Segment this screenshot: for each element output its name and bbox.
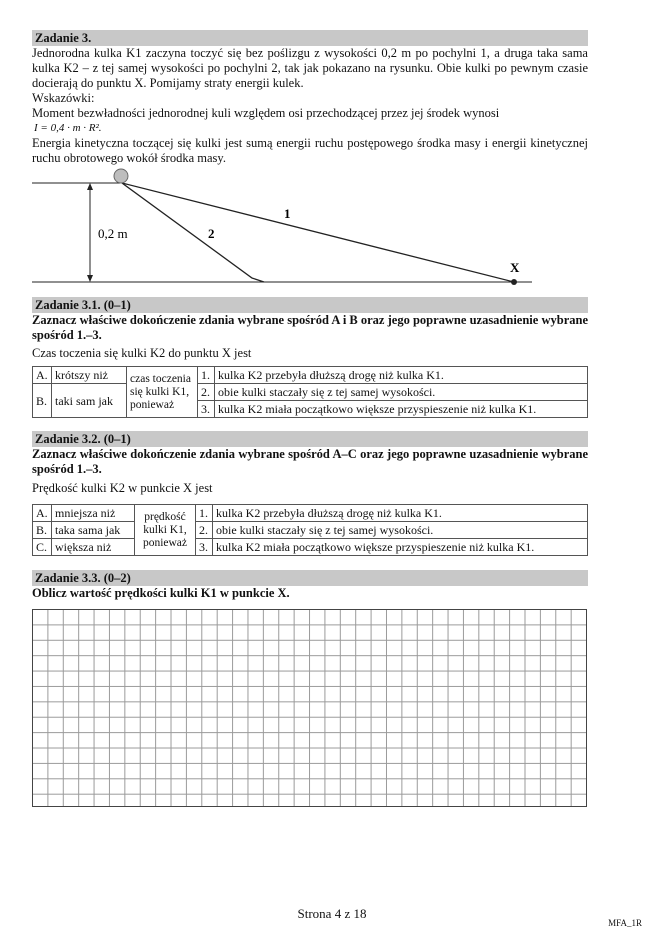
hints-label: Wskazówki: [32, 91, 95, 105]
reason-1-text[interactable]: kulka K2 przebyła dłuższą drogę niż kulka K1. [215, 367, 588, 384]
option-a-key[interactable]: A. [33, 367, 52, 384]
reason-3-key[interactable]: 3. [196, 539, 213, 556]
reason-2-key[interactable]: 2. [198, 384, 215, 401]
reason-1-text[interactable]: kulka K2 przebyła dłuższą drogę niż kulka K1. [213, 505, 588, 522]
hint-2: Energia kinetyczna toczącej się kulki jest sumą energii ruchu postępowego środka masy i energii kinetycznej ruchu obrotowego wokół środka masy. [32, 136, 588, 165]
reason-3-text[interactable]: kulka K2 miała początkowo większe przyspieszenie niż kulka K1. [213, 539, 588, 556]
point-x-label: X [510, 260, 520, 275]
ramps-figure [32, 166, 588, 298]
exam-code: MFA_1R [608, 918, 642, 928]
task-3-2-stem: Prędkość kulki K2 w punkcie X jest [32, 481, 213, 495]
task-3-3-instruction: Oblicz wartość prędkości kulki K1 w punkcie X. [32, 586, 290, 600]
option-b-text[interactable]: taki sam jak [52, 384, 127, 418]
ramp-1 [122, 183, 514, 282]
page-number: Strona 4 z 18 [297, 906, 367, 921]
reason-3-key[interactable]: 3. [198, 401, 215, 418]
ramp-2 [122, 183, 264, 282]
middle-text: prędkość kulki K1, ponieważ [135, 505, 196, 556]
inertia-formula: I = 0,4 · m · R². [34, 122, 102, 134]
ball-k1 [114, 169, 128, 183]
option-b-key[interactable]: B. [33, 522, 52, 539]
task-3-1-stem: Czas toczenia się kulki K2 do punktu X jest [32, 346, 252, 360]
ramp-1-label: 1 [284, 206, 291, 221]
middle-text: czas toczenia się kulki K1, ponieważ [127, 367, 198, 418]
task-3-1-header: Zadanie 3.1. (0–1) [32, 297, 588, 313]
arrow-head-top [87, 183, 93, 190]
task-3-intro: Jednorodna kulka K1 zaczyna toczyć się bez poślizgu z wysokości 0,2 m po pochylni 1, a druga taka sama kulka K2 – z tej samej wysokości po pochylni 2, tak jak pokazano na rysunku. Obie kulki po pewnym czasie docierają do punktu X. Pomijamy straty energii kulek. [32, 46, 588, 90]
page-content [32, 30, 588, 807]
task-3-2-instruction: Zaznacz właściwe dokończenie zdania wybrane spośród A–C oraz jego poprawne uzasadnienie wybrane spośród 1.–3. [32, 447, 588, 476]
reason-1-key[interactable]: 1. [196, 505, 213, 522]
reason-2-text[interactable]: obie kulki staczały się z tej samej wysokości. [215, 384, 588, 401]
reason-1-key[interactable]: 1. [198, 367, 215, 384]
task-3-2-table [32, 504, 588, 556]
hint-1: Moment bezwładności jednorodnej kuli względem osi przechodzącej przez jej środek wynosi [32, 106, 500, 120]
reason-2-text[interactable]: obie kulki staczały się z tej samej wysokości. [213, 522, 588, 539]
point-x-dot [511, 279, 517, 285]
task-3-2-header: Zadanie 3.2. (0–1) [32, 431, 588, 447]
option-a-text[interactable]: mniejsza niż [52, 505, 135, 522]
arrow-head-bottom [87, 275, 93, 282]
option-c-text[interactable]: większa niż [52, 539, 135, 556]
reason-3-text[interactable]: kulka K2 miała początkowo większe przyspieszenie niż kulka K1. [215, 401, 588, 418]
option-a-key[interactable]: A. [33, 505, 52, 522]
option-a-text[interactable]: krótszy niż [52, 367, 127, 384]
height-label: 0,2 m [98, 226, 128, 241]
option-b-key[interactable]: B. [33, 384, 52, 418]
option-c-key[interactable]: C. [33, 539, 52, 556]
task-3-1-instruction: Zaznacz właściwe dokończenie zdania wybrane spośród A i B oraz jego poprawne uzasadnienie wybrane spośród 1.–3. [32, 313, 588, 342]
option-b-text[interactable]: taka sama jak [52, 522, 135, 539]
reason-2-key[interactable]: 2. [196, 522, 213, 539]
answer-grid[interactable] [32, 609, 587, 807]
task-3-1-table [32, 366, 588, 418]
ramp-2-label: 2 [208, 226, 215, 241]
task-3-header: Zadanie 3. [32, 30, 588, 46]
task-3-3-header: Zadanie 3.3. (0–2) [32, 570, 588, 586]
